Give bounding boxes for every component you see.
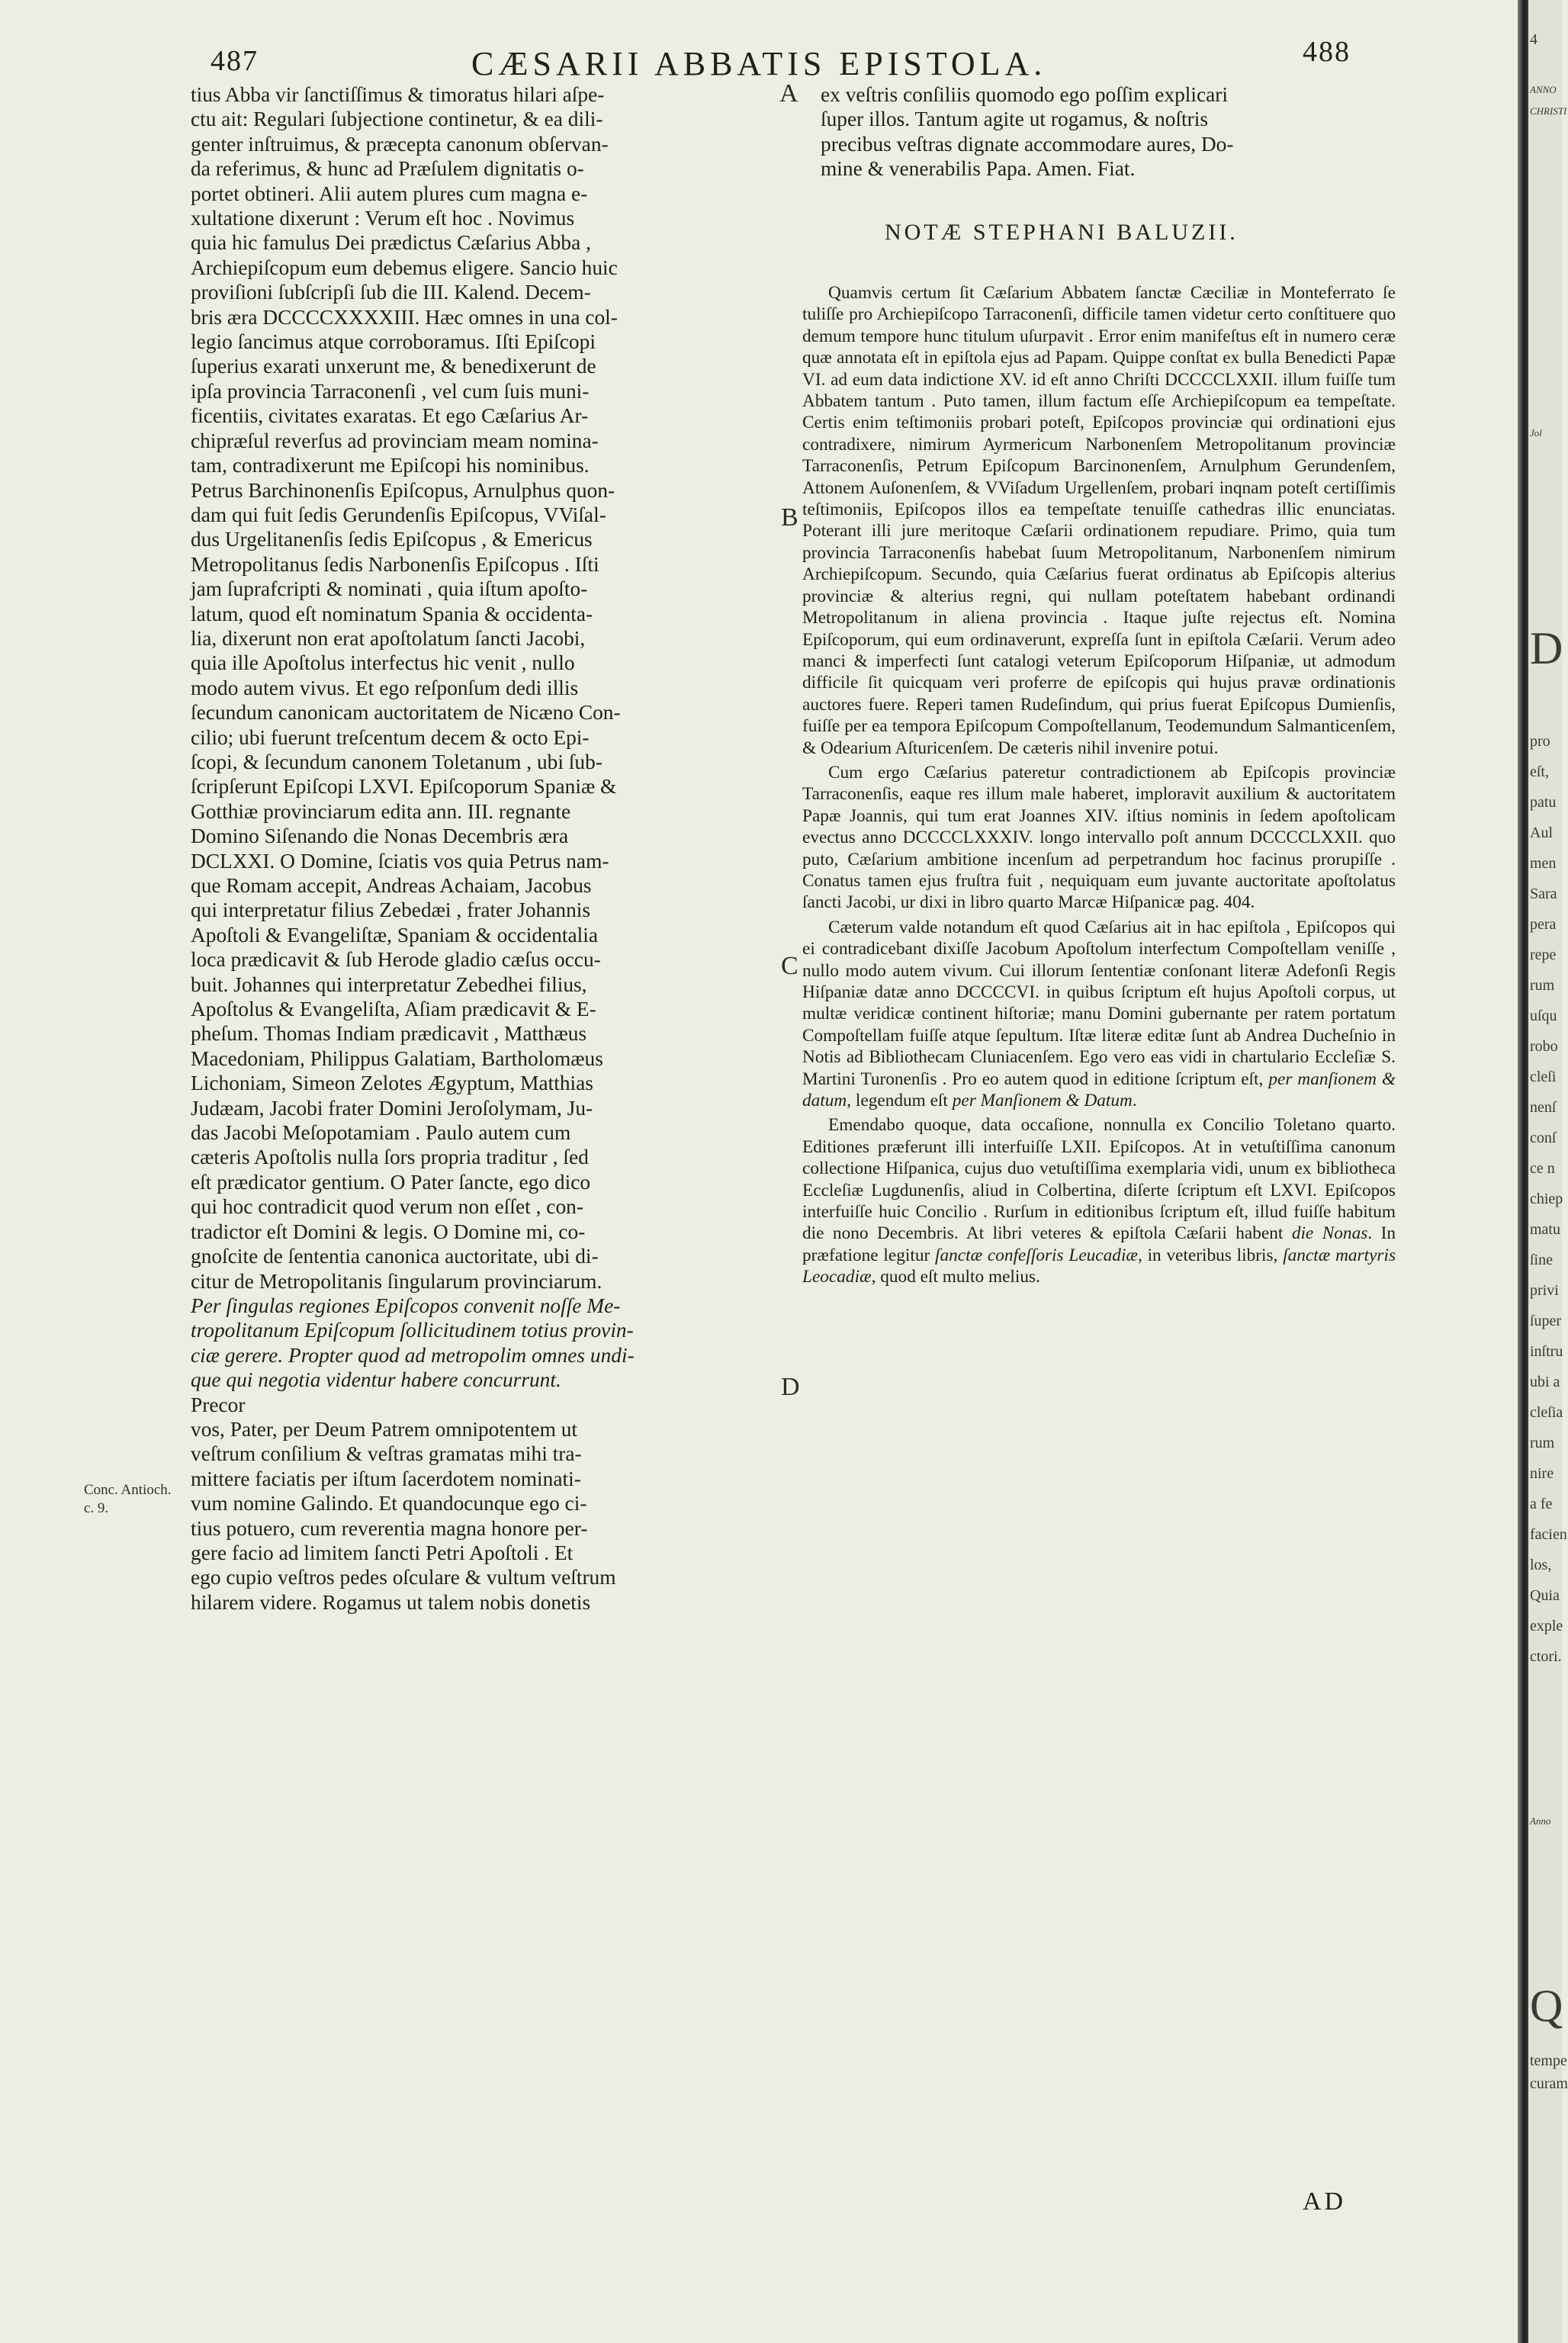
text-line: ex veſtris conſiliis quomodo ego poſſim explicari xyxy=(821,83,1229,106)
notes-body xyxy=(802,282,1396,1291)
adjacent-page-fragment: ANNO xyxy=(1530,84,1557,95)
text-line: loca prædicavit & ſub Herode gladio cæſus occu- xyxy=(191,948,601,972)
text-line: Apoſtolus & Evangeliſta, Aſiam prædicavit & E- xyxy=(191,998,596,1021)
text-line: tam, contradixerunt me Epiſcopi his nominibus. xyxy=(191,454,590,477)
text-line: ſcripſerunt Epiſcopi LXVI. Epiſcoporum Spaniæ & xyxy=(191,775,617,799)
adjacent-page-fragment: tempe xyxy=(1530,2052,1567,2069)
adjacent-page-fragment: facien xyxy=(1530,1526,1567,1543)
text-line: ſuper illos. Tantum agite ut rogamus, & noſtris xyxy=(821,108,1209,131)
note-text: Cæterum valde notandum eſt quod Cæſarius ait in hac epiſtola , Epiſcopos qui ei contradicebant dixiſſe Jacobum Apoſtolum interfectum Compoſtellam veniſſe , nullo modo autem vivum. Cui illorum ſententiæ conſonant literæ Adefonſi Regis Hiſpaniæ datæ anno DCCCCVI. in quibus ſcriptum eſt hujus Apoſtoli corpus, ut multæ veridicæ continent hiſtoriæ; manu Domini gubernante per ratem portatum Compoſtellam fuiſſe atque ſepultum. Iſtæ literæ editæ ſunt ab Andrea Ducheſnio in Notis ad Bibliothecam Cluniacenſem. Ego vero eas vidi in chartulario Eccleſiæ S. Martini Turonenſis . Pro eo autem quod in editione ſcriptum eſt, xyxy=(802,917,1396,1089)
adjacent-page-fragment: pro xyxy=(1530,733,1550,750)
note-text: Emendabo quoque, data occaſione, nonnulla ex Concilio Toletano quarto. Editiones præferunt illi interfuiſſe LXII. Epiſcopos. At in vetuſtiſſima canonum collectione Hiſpanica, cujus duo vetuſtiſſima exemplaria vidi, unum ex bibliotheca Eccleſiæ Lugdunenſis, aliud in Colbertina, diſerte ſcriptum eſt LXVI. Epiſcopos interfuiſſe huic Concilio . Rurſum in editionibus ſcriptum eſt, illud fuiſſe habitum die nono Decembris. At libri veteres & epiſtola Cæſarii habent xyxy=(802,1115,1396,1244)
note-italic: die Nonas xyxy=(1291,1223,1368,1244)
adjacent-page-fragment: rum xyxy=(1530,1435,1555,1451)
text-line: Domino Siſenando die Nonas Decembris æra xyxy=(191,824,569,848)
margin-note: Conc. Antioch. c. 9. xyxy=(84,1482,172,1516)
text-line: que qui negotia videntur habere concurrunt. xyxy=(191,1368,561,1392)
text-line: Per ſingulas regiones Epiſcopos convenit noſſe Me- xyxy=(191,1294,621,1317)
text-line: Precor xyxy=(191,1393,246,1416)
text-line: dus Urgelitanenſis ſedis Epiſcopus , & Emericus xyxy=(191,528,593,551)
text-line: tius potuero, cum reverentia magna honore per- xyxy=(191,1516,588,1540)
adjacent-page-fragment: a fe xyxy=(1530,1496,1553,1512)
book-gutter xyxy=(1518,0,1528,2343)
text-line: cilio; ubi fuerunt treſcentum decem & octo Epi- xyxy=(191,725,590,749)
note-italic: ſanctæ martyris Leocadiæ xyxy=(802,1245,1396,1287)
adjacent-page-fragment: los, xyxy=(1530,1557,1552,1573)
text-line: hilarem videre. Rogamus ut talem nobis donetis xyxy=(191,1590,591,1614)
text-line: ctu ait: Regulari ſubjectione continetur, & ea dili- xyxy=(191,108,603,131)
text-line: mine & venerabilis Papa. Amen. Fiat. xyxy=(821,157,1136,181)
adjacent-page-fragment: ctori. xyxy=(1530,1648,1562,1665)
note-text: , quod eſt multo melius. xyxy=(871,1267,1040,1287)
text-line: eſt prædicator gentium. O Pater ſancte, ego dico xyxy=(191,1170,591,1194)
adjacent-page-fragment: ubi a xyxy=(1530,1374,1560,1390)
adjacent-page-fragment: men xyxy=(1530,855,1557,872)
running-title: CÆSARII ABBATIS EPISTOLA. xyxy=(471,45,1047,82)
note-paragraph-3: Cæterum valde notandum eſt quod Cæſarius ait in hac epiſtola , Epiſcopos qui ei contradicebant dixiſſe Jacobum Apoſtolum interfectum Compoſtellam veniſſe , nullo modo autem vivum. Cui illorum ſententiæ conſonant literæ Adefonſi Regis Hiſpaniæ datæ anno DCCCCVI. in quibus ſcriptum eſt hujus Apoſtoli corpus, ut multæ veridicæ continent hiſtoriæ; manu Domini gubernante per ratem portatum Compoſtellam fuiſſe atque ſepultum. Iſtæ literæ editæ ſunt ab Andrea Ducheſnio in Notis ad Bibliothecam Cluniacenſem. Ego vero eas vidi in chartulario Eccleſiæ S. Martini Turonenſis . Pro eo autem quod in editione ſcriptum eſt, per manſionem & datum, legendum eſt per Manſionem & Datum. xyxy=(802,917,1396,1111)
text-line: Judæam, Jacobi frater Domini Jeroſolymam, Ju- xyxy=(191,1096,593,1120)
text-line: ficentiis, civitates exaratas. Et ego Cæſarius Ar- xyxy=(191,404,589,428)
adjacent-page-fragment: Sara xyxy=(1530,885,1557,902)
adjacent-page-fragment: Quia xyxy=(1530,1587,1560,1604)
text-line: mittere faciatis per iſtum ſacerdotem nominati- xyxy=(191,1467,581,1490)
adjacent-page-fragment: curam xyxy=(1530,2075,1568,2092)
adjacent-page-fragment: exple xyxy=(1530,1618,1563,1634)
adjacent-page-fragment: eſt, xyxy=(1530,763,1549,780)
note-text: , in veteribus libris, xyxy=(1137,1245,1278,1265)
adjacent-page-fragment: conſ xyxy=(1530,1130,1557,1146)
text-line: buit. Johannes qui interpretatur Zebedhei filius, xyxy=(191,972,587,996)
text-line: qui hoc contradicit quod verum non eſſet , con- xyxy=(191,1195,583,1219)
text-line: modo autem vivus. Et ego reſponſum dedi illis xyxy=(191,676,579,699)
text-line: ciæ gerere. Propter quod ad metropolim omnes undi- xyxy=(191,1343,635,1367)
text-line: legio ſancimus atque corroboramus. Iſti Epiſcopi xyxy=(191,330,596,354)
text-line: que Romam accepit, Andreas Achaiam, Jacobus xyxy=(191,874,592,897)
adjacent-page-fragment: uſqu xyxy=(1530,1008,1557,1024)
text-line: Macedoniam, Philippus Galatiam, Bartholomæus xyxy=(191,1046,603,1070)
adjacent-page-fragment: ſine xyxy=(1530,1252,1553,1268)
text-line: proviſioni ſubſcripſi ſub die III. Kalend. Decem- xyxy=(191,281,591,304)
letter-text-column xyxy=(191,82,775,1615)
text-line: xultatione dixerunt : Verum eſt hoc . Novimus xyxy=(191,207,575,230)
text-line: ſecundum canonicam auctoritatem de Nicæno Con- xyxy=(191,701,621,725)
adjacent-page-fragment: cleſi xyxy=(1530,1069,1557,1085)
text-line: bris æra DCCCCXXXXIII. Hæc omnes in una col- xyxy=(191,305,618,329)
text-line: ego cupio veſtros pedes oſculare & vultum veſtrum xyxy=(191,1566,616,1589)
note-text: In præfatione legitur xyxy=(802,1223,1396,1265)
text-line: latum, quod eſt nominatum Spania & occidenta- xyxy=(191,602,593,625)
text-line: tius Abba vir ſanctiſſimus & timoratus hilari aſpe- xyxy=(191,83,605,106)
text-line: quia hic famulus Dei prædictus Cæſarius Abba , xyxy=(191,231,591,255)
text-line: gnoſcite de ſententia canonica auctoritate, ubi di- xyxy=(191,1245,599,1268)
adjacent-page-fragment: rum xyxy=(1530,977,1555,994)
text-line: jam ſuprafcripti & nominati , quia iſtum apoſto- xyxy=(191,577,588,601)
adjacent-page-fragment: ſuper xyxy=(1530,1313,1562,1329)
adjacent-page-fragment: cleſia xyxy=(1530,1404,1563,1421)
adjacent-page-fragment: ce n xyxy=(1530,1160,1555,1177)
note-italic: per manſionem & datum xyxy=(802,1069,1396,1111)
text-line: dam qui fuit ſedis Gerundenſis Epiſcopus, VViſal- xyxy=(191,503,606,526)
text-line: qui interpretatur filius Zebedæi , frater Johannis xyxy=(191,898,591,922)
adjacent-page-fragment: chiep xyxy=(1530,1191,1563,1207)
text-line: genter inſtruimus, & præcepta canonum obſervan- xyxy=(191,132,609,156)
notes-heading: NOTÆ STEPHANI BALUZII. xyxy=(885,220,1239,245)
adjacent-page-fragment: patu xyxy=(1530,794,1557,811)
text-line: vos, Pater, per Deum Patrem omnipotentem ut xyxy=(191,1417,578,1441)
adjacent-page-fragment: pera xyxy=(1530,916,1557,933)
adjacent-page-fragment: Aul xyxy=(1530,824,1553,841)
adjacent-page-fragment: nenſ xyxy=(1530,1099,1557,1116)
text-line: ipſa provincia Tarraconenſi , vel cum ſuis muni- xyxy=(191,379,590,403)
note-italic: ſanctæ confeſſoris Leucadiæ xyxy=(935,1245,1138,1265)
adjacent-page-edge xyxy=(1528,0,1568,2343)
adjacent-page-fragment: inſtru xyxy=(1530,1343,1563,1360)
text-line: vum nomine Galindo. Et quandocunque ego ci- xyxy=(191,1492,587,1515)
adjacent-page-fragment: 4 xyxy=(1530,31,1537,48)
section-letter-a: A xyxy=(779,79,798,108)
text-line: veſtrum conſilium & veſtras gramatas mihi tra- xyxy=(191,1442,582,1466)
text-line: Gotthiæ provinciarum edita ann. III. regnante xyxy=(191,799,571,823)
text-line: DCLXXI. O Domine, ſciatis vos quia Petrus nam- xyxy=(191,849,609,873)
text-line: Archiepiſcopum eum debemus eligere. Sancio huic xyxy=(191,256,618,279)
text-line: precibus veſtras dignate accommodare aures, Do- xyxy=(821,132,1234,156)
text-line: Apoſtoli & Evangeliſtæ, Spaniam & occidentalia xyxy=(191,923,599,947)
text-line: lia, dixerunt non erat apoſtolatum ſancti Jacobi, xyxy=(191,626,586,650)
text-line: citur de Metropolitanis ſingularum provinciarum. xyxy=(191,1269,602,1293)
section-letter-c: C xyxy=(781,952,798,980)
adjacent-page-fragment: privi xyxy=(1530,1282,1559,1299)
text-line: pheſum. Thomas Indiam prædicavit , Matthæus xyxy=(191,1022,587,1046)
text-line: cæteris Apoſtolis nulla ſors propria traditur , ſed xyxy=(191,1146,589,1169)
text-line: ſcopi, & ſecundum canonem Toletanum , ubi ſub- xyxy=(191,750,602,773)
adjacent-page-fragment: repe xyxy=(1530,947,1557,963)
page-number-left: 487 xyxy=(210,45,259,77)
text-line: gere facio ad limitem ſancti Petri Apoſtoli . Et xyxy=(191,1541,574,1564)
text-line: da referimus, & hunc ad Præſulem dignitatis o- xyxy=(191,157,584,181)
text-line: das Jacobi Meſopotamiam . Paulo autem cum xyxy=(191,1121,571,1145)
adjacent-page-fragment: D xyxy=(1530,623,1563,673)
text-line: quia ille Apoſtolus interfectus hic venit , nullo xyxy=(191,651,575,675)
text-line: portet obtineri. Alii autem plures cum magna e- xyxy=(191,182,588,205)
section-letter-b: B xyxy=(781,503,798,532)
section-letter-d: D xyxy=(781,1373,800,1401)
adjacent-page-fragment: Jol xyxy=(1530,427,1542,439)
text-line: tradictor eſt Domini & legis. O Domine mi, co- xyxy=(191,1220,586,1243)
text-line: chipræſul reverſus ad provinciam meam nomina- xyxy=(191,429,599,452)
letter-continuation xyxy=(821,82,1391,182)
note-paragraph-1: Quamvis certum ſit Cæſarium Abbatem ſanctæ Cæciliæ in Monteferrato ſe tuliſſe pro Archiepiſcopo Tarraconenſi, difficile tamen videtur certo conſtituere quo demum tempore hunc titulum uſurpavit . Error enim manifeſtus eſt in numero ceræ quæ annotata eſt in epiſtola ejus ad Papam. Quippe conſtat ex bulla Benedicti Papæ VI. ad eum data indictione XV. id eſt anno Chriſti DCCCCLXXII. illum fuiſſe tum Abbatem tantum . Puto tamen, illum factum eſſe Archiepiſcopum ea tempeſtate. Certis enim teſtimoniis probari poteſt, Epiſcopos provinciæ qui ordinationi ejus contradixere, nimirum Ayrmericum Narbonenſem Metropolitanum provinciæ Tarraconenſis, Petrum Epiſcopum Barcinonenſem, Arnulphum Gerundenſem, Attonem Auſonenſem, & VViſadum Urgellenſem, probari inqnam poteſt certiſſimis teſtimoniis, Epiſcopos illos ea tempeſtate tenuiſſe cathedras illic enunciatas. Poterant illi jure meritoque Cæſarii ordinationem repudiare. Primo, quia tum provincia Tarraconenſis habebat ſuum Metropolitanum, Narbonenſem nimirum Archiepiſcopum. Secundo, quia Cæſarius fuerat ordinatus ab Epiſcopis alterius provinciæ & alterius regni, qui nullam poteſtatem habebant ordinandi Metropolitanum in aliena provincia . Itaque juſte rejectus eſt. Nomina Epiſcoporum, qui eum ordinaverunt, expreſſa ſunt in epiſtola Cæſarii. Verum adeo manci & imperfecti ſunt catalogi veterum Epiſcoporum Hiſpaniæ, ut admodum difficile ſit quicquam veri proferre de epiſcopis qui hujus pravæ ordinationis auctores fuere. Reperi tamen Rudeſindum, qui prius fuerat Epiſcopus Dumienſis, fuiſſe per ea tempora Epiſcopum Compoſtellanum, Teodemundum Salmanticenſem, & Odearium Aſturicenſem. De cæteris nihil invenire potui. xyxy=(802,283,1396,758)
adjacent-page-fragment: Anno xyxy=(1530,1815,1551,1827)
adjacent-page-fragment: matu xyxy=(1530,1221,1560,1238)
adjacent-page-fragment: CHRISTI xyxy=(1530,105,1567,117)
text-line: Metropolitanus ſedis Narbonenſis Epiſcopus . Iſti xyxy=(191,552,599,576)
adjacent-page-fragment: Q xyxy=(1530,1981,1563,2031)
note-italic: per Manſionem & Datum xyxy=(952,1091,1133,1111)
text-line: ſuperius exarati unxerunt me, & benedixerunt de xyxy=(191,355,596,378)
page-number-right: 488 xyxy=(1303,36,1351,68)
text-line: Lichoniam, Simeon Zelotes Ægyptum, Matthias xyxy=(191,1072,593,1095)
adjacent-page-fragment: nire xyxy=(1530,1465,1554,1482)
text-line: tropolitanum Epiſcopum ſollicitudinem totius provin- xyxy=(191,1319,634,1342)
catchword: AD xyxy=(1303,2187,1347,2216)
text-line: Petrus Barchinonenſis Epiſcopus, Arnulphus quon- xyxy=(191,478,615,502)
adjacent-page-fragment: robo xyxy=(1530,1038,1558,1055)
note-paragraph-4: Emendabo quoque, data occaſione, nonnulla ex Concilio Toletano quarto. Editiones præferunt illi interfuiſſe LXII. Epiſcopos. At in vetuſtiſſima canonum collectione Hiſpanica, cujus duo vetuſtiſſima exemplaria vidi, unum ex bibliotheca Eccleſiæ Lugdunenſis, aliud in Colbertina, diſerte ſcriptum eſt LXVI. Epiſcopos interfuiſſe huic Concilio . Rurſum in editionibus ſcriptum eſt, illud fuiſſe habitum die nono Decembris. At libri veteres & epiſtola Cæſarii habent die Nonas. In præfatione legitur ſanctæ confeſſoris Leucadiæ, in veteribus libris, ſanctæ martyris Leocadiæ, quod eſt multo melius. xyxy=(802,1115,1396,1287)
note-text: , legendum eſt xyxy=(847,1091,953,1111)
note-paragraph-2: Cum ergo Cæſarius pateretur contradictionem ab Epiſcopis provinciæ Tarraconenſis, eaque res illum male haberet, imploravit auxilium & auctoritatem Papæ Joannis, qui tum erat Joannes XIV. iſtius nominis in ſedem apoſtolicam evectus anno DCCCCLXXXIV. longo intervallo poſt annum DCCCCLXXII. quo puto, Cæſarium ambitione incenſum ad perpetrandum hoc facinus prorupiſſe . Conatus tamen ejus fruſtra fuit , nequiquam eum juvante auctoritate apoſtolatus ſancti Jacobi, ur dixi in libro quarto Marcæ Hiſpanicæ pag. 404. xyxy=(802,762,1396,913)
